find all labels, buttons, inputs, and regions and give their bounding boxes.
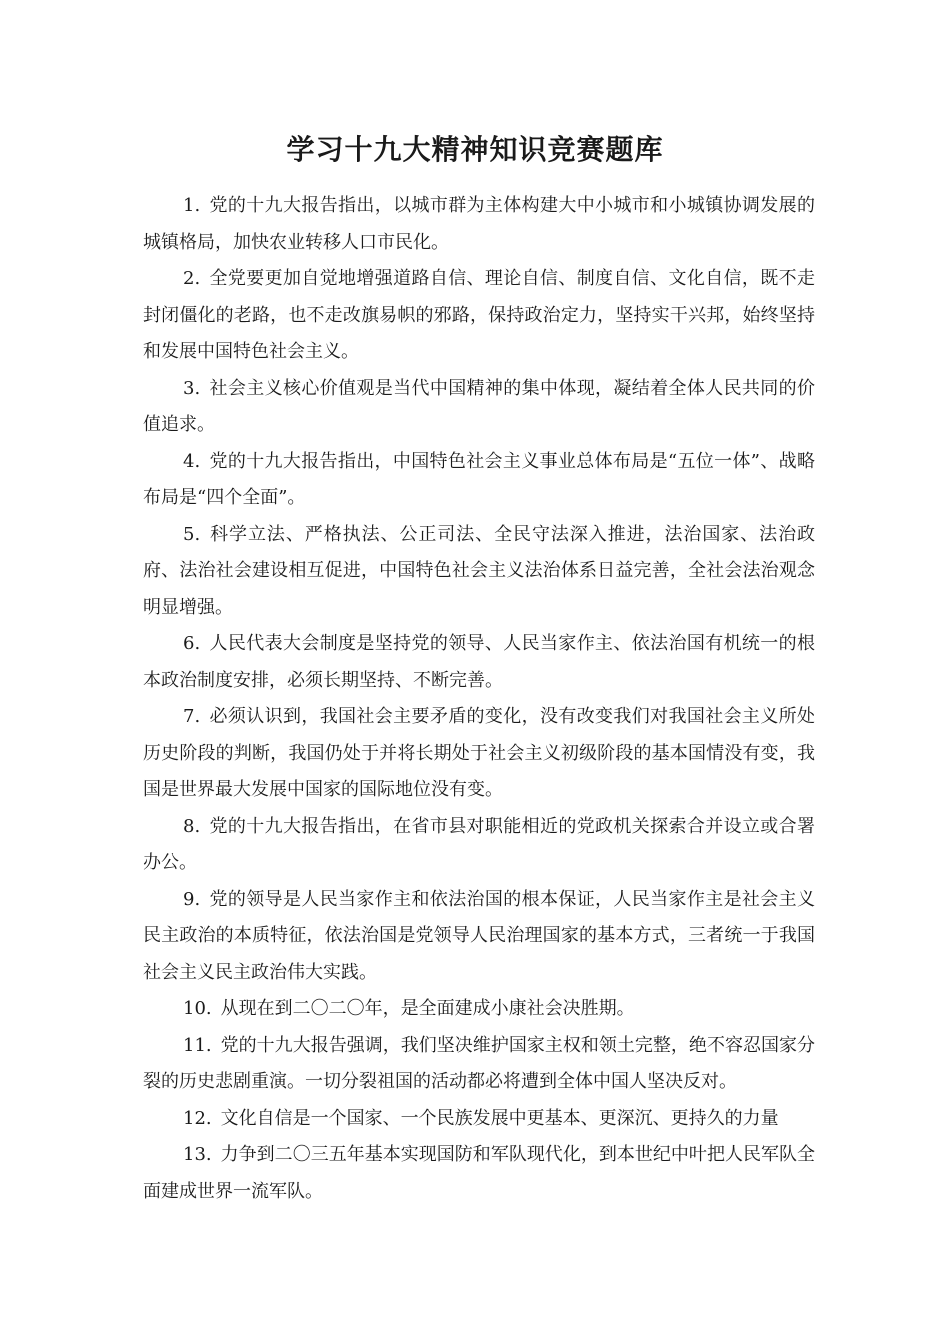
item-number: 4. — [183, 450, 201, 472]
item-number: 13. — [183, 1144, 212, 1165]
item-number: 6. — [183, 633, 201, 654]
list-item — [143, 1101, 815, 1138]
item-number: 10. — [183, 998, 212, 1019]
item-text: 文化自信是一个国家、一个民族发展中更基本、更深沉、更持久的力量 — [220, 1107, 779, 1129]
list-item — [143, 882, 815, 992]
item-number: 3. — [183, 377, 201, 399]
list-item — [143, 188, 815, 261]
item-text: 科学立法、严格执法、公正司法、全民守法深入推进，法治国家、法治政府、法治社会建设相互促进，中国特色社会主义法治体系日益完善，全社会法治观念明显增强。 — [143, 523, 815, 618]
item-text: 党的十九大报告强调，我们坚决维护国家主权和领土完整，绝不容忍国家分裂的历史悲剧重演。一切分裂祖国的活动都必将遭到全体中国人坚决反对。 — [143, 1034, 815, 1092]
item-number: 12. — [183, 1107, 212, 1129]
item-text: 党的十九大报告指出，在省市县对职能相近的党政机关探索合并设立或合署办公。 — [143, 815, 815, 873]
item-text: 人民代表大会制度是坚持党的领导、人民当家作主、依法治国有机统一的根本政治制度安排，必须长期坚持、不断完善。 — [143, 633, 815, 691]
item-number: 7. — [183, 706, 201, 727]
item-number: 8. — [183, 815, 201, 837]
item-number: 2. — [183, 268, 201, 289]
item-text: 党的领导是人民当家作主和依法治国的根本保证，人民当家作主是社会主义民主政治的本质特征，依法治国是党领导人民治理国家的基本方式，三者统一于我国社会主义民主政治伟大实践。 — [143, 888, 815, 983]
list-item — [143, 444, 815, 517]
item-text: 党的十九大报告指出，中国特色社会主义事业总体布局是“五位一体”、战略布局是“四个全面”。 — [143, 450, 815, 508]
list-item — [143, 1137, 815, 1210]
list-item — [143, 1028, 815, 1101]
list-item — [143, 626, 815, 699]
list-item — [143, 261, 815, 371]
item-text: 社会主义核心价值观是当代中国精神的集中体现，凝结着全体人民共同的价值追求。 — [143, 377, 815, 435]
list-item — [143, 699, 815, 809]
item-number: 1. — [183, 195, 201, 216]
question-list — [143, 188, 815, 1210]
document-title: 学习十九大精神知识竞赛题库 — [286, 133, 664, 166]
item-text: 力争到二〇三五年基本实现国防和军队现代化，到本世纪中叶把人民军队全面建成世界一流军队。 — [143, 1144, 815, 1202]
item-number: 11. — [183, 1034, 212, 1056]
list-item — [143, 991, 815, 1028]
list-item — [143, 809, 815, 882]
list-item — [143, 371, 815, 444]
list-item — [143, 517, 815, 627]
item-text: 全党要更加自觉地增强道路自信、理论自信、制度自信、文化自信，既不走封闭僵化的老路，也不走改旗易帜的邪路，保持政治定力，坚持实干兴邦，始终坚持和发展中国特色社会主义。 — [143, 268, 815, 362]
item-text: 必须认识到，我国社会主要矛盾的变化，没有改变我们对我国社会主义所处历史阶段的判断，我国仍处于并将长期处于社会主义初级阶段的基本国情没有变，我国是世界最大发展中国家的国际地位没有变。 — [143, 706, 815, 800]
item-number: 9. — [183, 888, 201, 910]
item-number: 5. — [183, 523, 201, 545]
item-text: 党的十九大报告指出，以城市群为主体构建大中小城市和小城镇协调发展的城镇格局，加快农业转移人口市民化。 — [143, 195, 815, 253]
item-text: 从现在到二〇二〇年，是全面建成小康社会决胜期。 — [220, 998, 635, 1019]
